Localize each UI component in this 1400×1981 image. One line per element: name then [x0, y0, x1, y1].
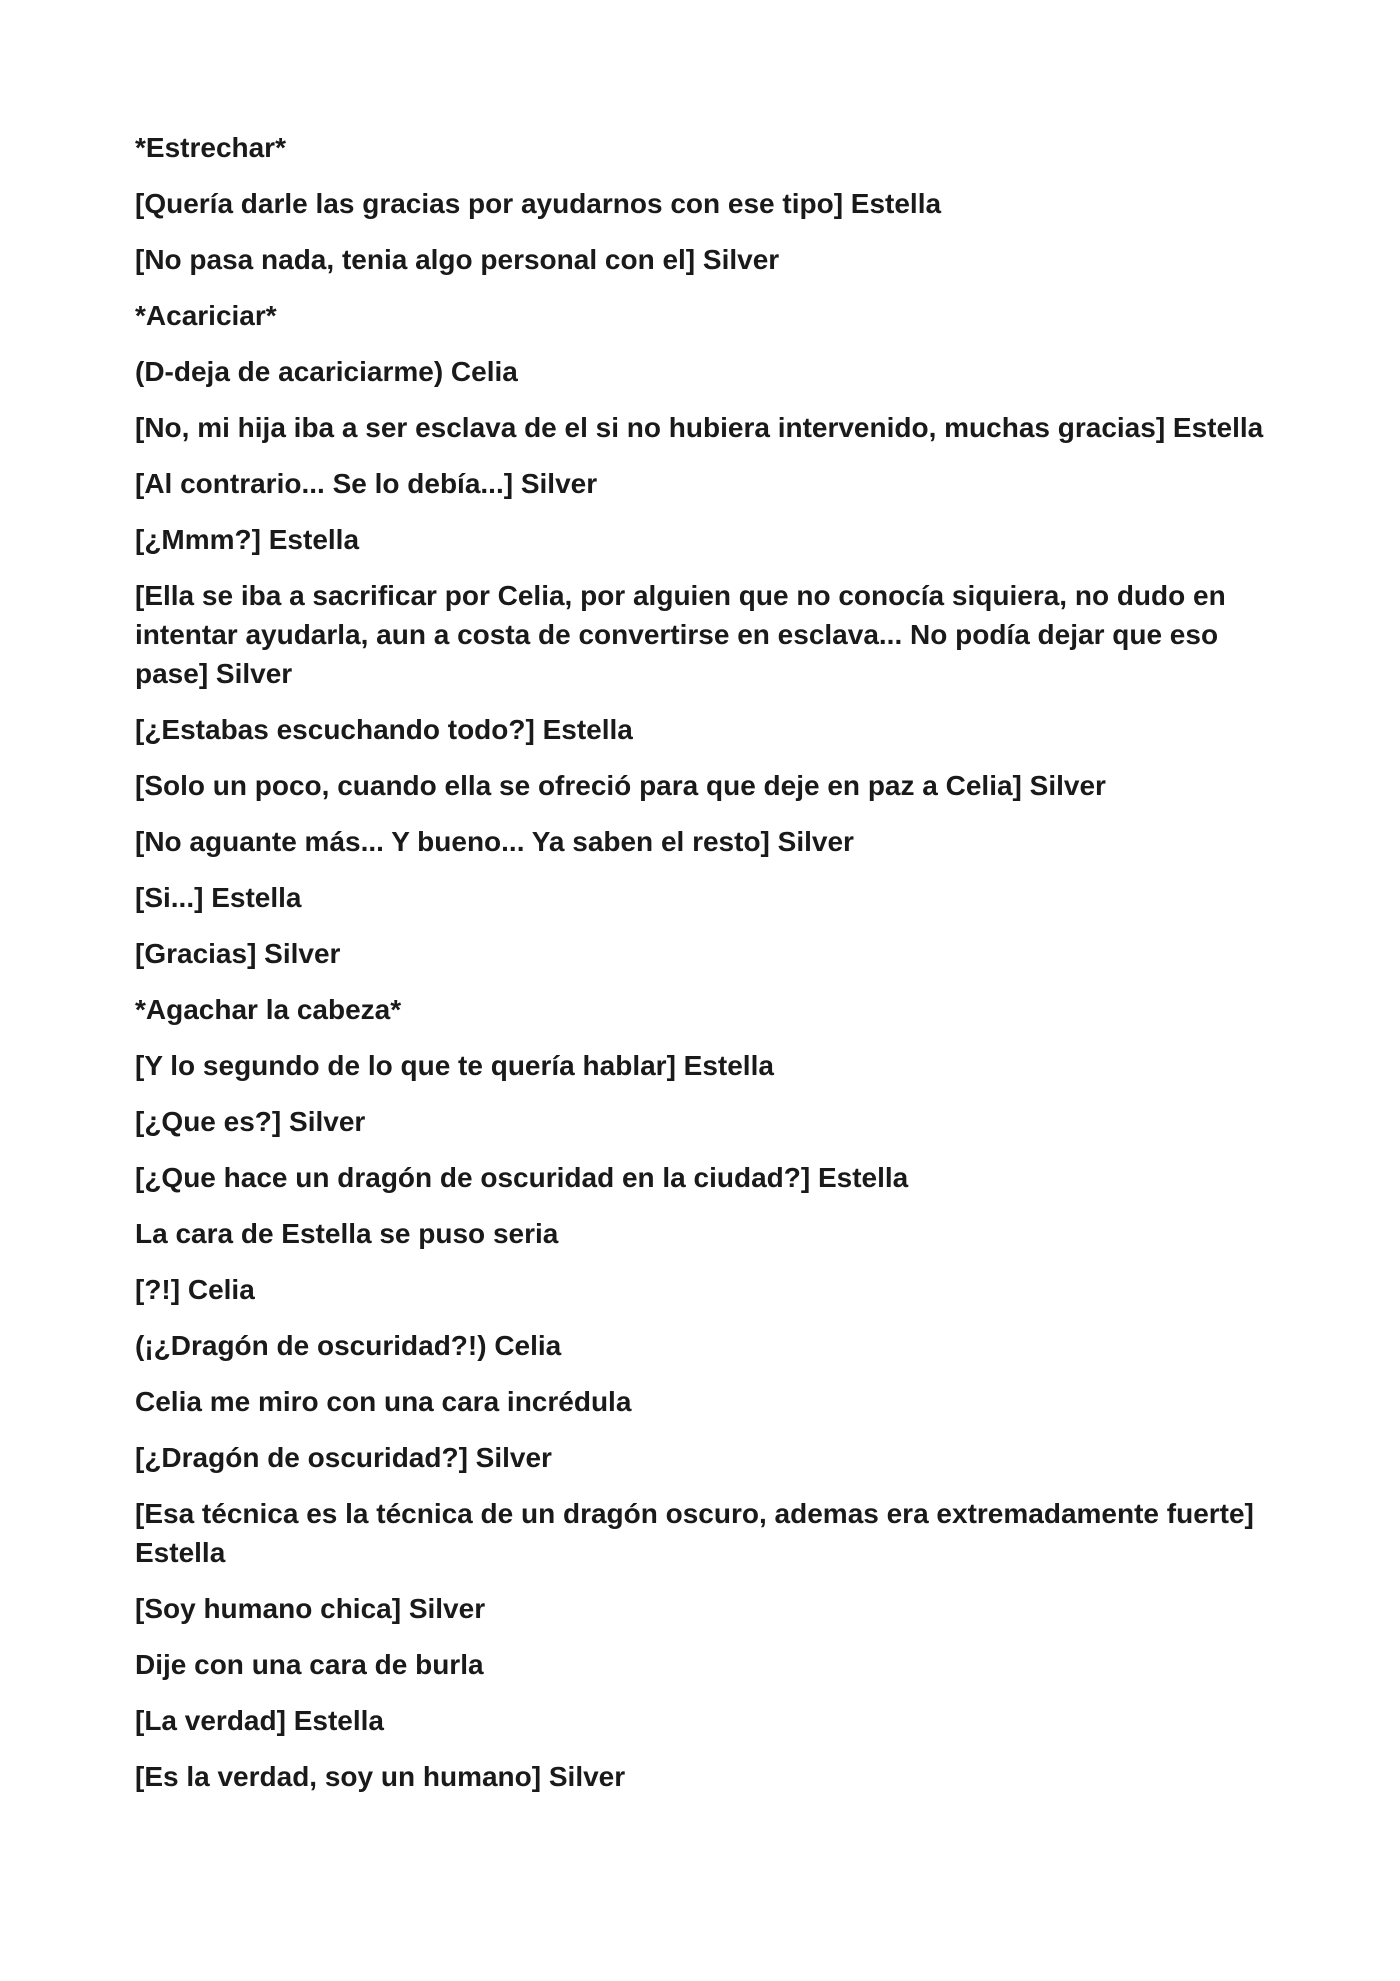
text-line: [¿Dragón de oscuridad?] Silver [135, 1442, 552, 1473]
text-line: [Gracias] Silver [135, 938, 341, 969]
text-line: [Quería darle las gracias por ayudarnos con ese tipo] Estella [135, 188, 942, 219]
text-line: [Esa técnica es la técnica de un dragón oscuro, ademas era extremadamente fuerte] Estella [135, 1498, 1254, 1568]
text-line: [No aguante más... Y bueno... Ya saben el resto] Silver [135, 826, 854, 857]
text-line: [Al contrario... Se lo debía...] Silver [135, 468, 598, 499]
text-line: [¿Mmm?] Estella [135, 524, 360, 555]
text-line: *Agachar la cabeza* [135, 994, 402, 1025]
text-line: [No pasa nada, tenia algo personal con el] Silver [135, 244, 780, 275]
text-line: *Estrechar* [135, 132, 286, 163]
text-line: [Es la verdad, soy un humano] Silver [135, 1761, 626, 1792]
text-line: [Ella se iba a sacrificar por Celia, por alguien que no conocía siquiera, no dudo en intentar ayudarla, aun a costa de convertirse en esclava... No podía dejar que eso pase] Silver [135, 580, 1226, 689]
text-line: Celia me miro con una cara incrédula [135, 1386, 632, 1417]
text-line: (¡¿Dragón de oscuridad?!) Celia [135, 1330, 562, 1361]
text-line: [¿Que hace un dragón de oscuridad en la ciudad?] Estella [135, 1162, 909, 1193]
text-line: [¿Que es?] Silver [135, 1106, 366, 1137]
text-line: [No, mi hija iba a ser esclava de el si no hubiera intervenido, muchas gracias] Estella [135, 412, 1264, 443]
text-line: Dije con una cara de burla [135, 1649, 484, 1680]
text-line: *Acariciar* [135, 300, 277, 331]
text-line: [Si...] Estella [135, 882, 302, 913]
text-line: (D-deja de acariciarme) Celia [135, 356, 518, 387]
text-line: [La verdad] Estella [135, 1705, 384, 1736]
text-line: [Solo un poco, cuando ella se ofreció para que deje en paz a Celia] Silver [135, 770, 1106, 801]
text-line: [Y lo segundo de lo que te quería hablar] Estella [135, 1050, 774, 1081]
text-line: La cara de Estella se puso seria [135, 1218, 559, 1249]
text-line: [¿Estabas escuchando todo?] Estella [135, 714, 633, 745]
document-body [135, 128, 1285, 1813]
text-line: [Soy humano chica] Silver [135, 1593, 486, 1624]
text-line: [?!] Celia [135, 1274, 255, 1305]
